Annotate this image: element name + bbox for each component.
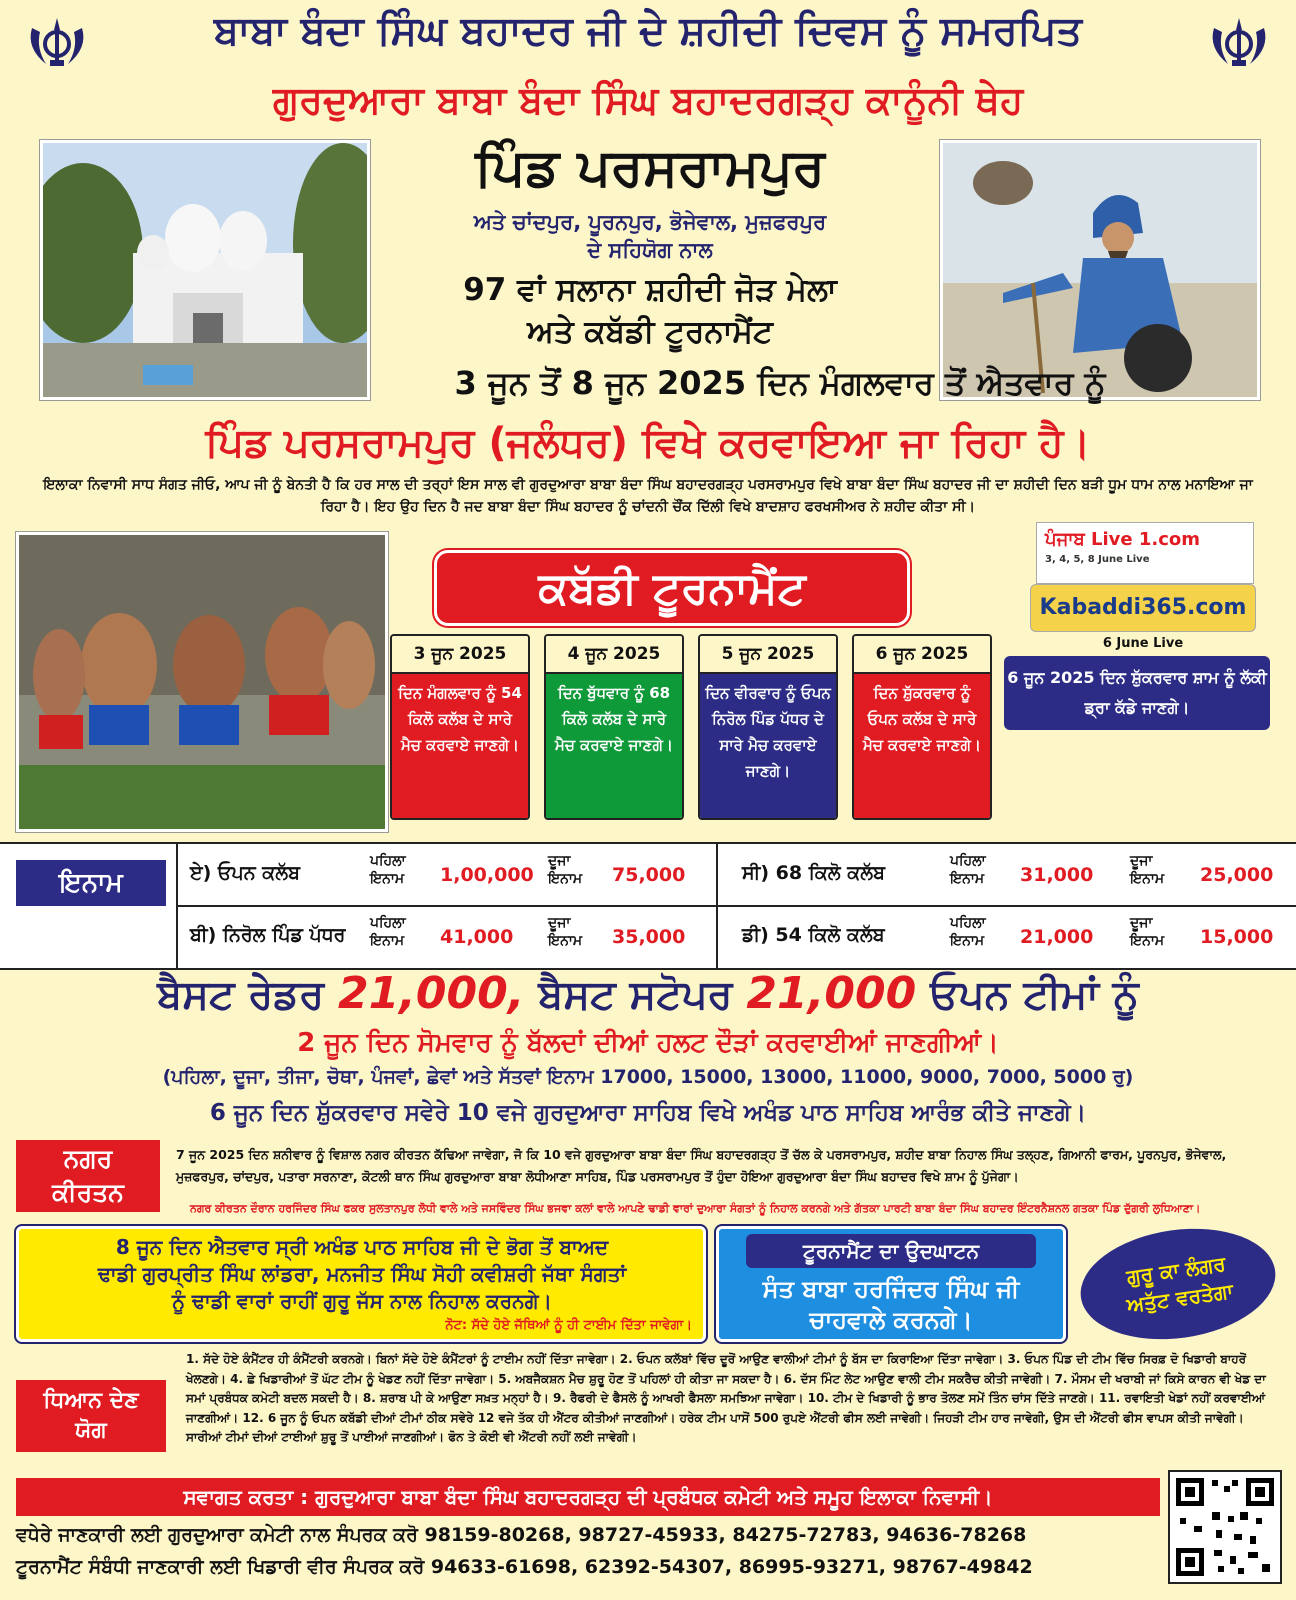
kabaddi365-name: Kabaddi365.com [1039,595,1247,620]
open-teams-label: ਓਪਨ ਟੀਮਾਂ ਨੂੰ [930,972,1139,1018]
prize-a-second: 75,000 [612,864,686,886]
inauguration-title: ਟੂਰਨਾਮੈਂਟ ਦਾ ਉਦਘਾਟਨ [746,1234,1036,1268]
event-dates: 3 ਜੂਨ ਤੋਂ 8 ਜੂਨ 2025 ਦਿਨ ਮੰਗਲਵਾਰ ਤੋਂ ਐਤਵਾਰ ਨੂੰ [454,364,1106,402]
second-prize-label: ਦੂਜਾ ਇਨਾਮ [548,915,583,949]
bhog-line1: 8 ਜੂਨ ਦਿਨ ਐਤਵਾਰ ਸ੍ਰੀ ਅਖੰਡ ਪਾਠ ਸਾਹਿਬ ਜੀ ਦੇ ਭੋਗ ਤੋਂ ਬਾਅਦ [115,1235,609,1259]
nagar-kirtan-route: 7 ਜੂਨ 2025 ਦਿਨ ਸ਼ਨੀਵਾਰ ਨੂੰ ਵਿਸ਼ਾਲ ਨਗਰ ਕੀਰਤਨ ਕੱਢਿਆ ਜਾਵੇਗਾ, ਜੋ ਕਿ 10 ਵਜੇ ਗੁਰਦੁਆਰਾ ਬਾਬਾ ਬੰਦਾ ਸਿੰਘ ਬਹਾਦਰਗੜ੍ਹ ਤੋਂ ਚੱਲ ਕੇ ਪਰਸਰਾਮਪੁਰ, ਸ਼ਹੀਦ ਬਾਬਾ ਨਿਹਾਲ ਸਿੰਘ ਤਲ੍ਹਣ, ਗਿਆਨੀ ਫਾਰਮ, ਪੂਰਨਪੁਰ, ਭੋਜੇਵਾਲ, ਮੁਜ਼ਫਰਪੁਰ, ਚਾਂਦਪੁਰ, ਪਤਾਰਾ ਸਰਨਾਣਾ, ਕੋਟਲੀ ਥਾਨ ਸਿੰਘ ਗੁਰਦੁਆਰਾ ਬਾਬਾ ਲੋਧੀਆਣਾ ਸਾਹਿਬ, ਪਿੰਡ ਪਰਸਰਾਮਪੁਰ ਤੋਂ ਹੁੰਦਾ ਹੋਇਆ ਗੁਰਦੁਆਰਾ ਬੰਦਾ ਸਿੰਘ ਬਹਾਦਰ ਵਿਖੇ ਸ਼ਾਮ ਨੂੰ ਪੁੱਜੇਗਾ। [176,1147,1227,1184]
partner-villages: ਅਤੇ ਚਾਂਦਪੁਰ, ਪੂਰਨਪੁਰ, ਭੋਜੇਵਾਲ, ਮੁਜ਼ਫਰਪੁਰ [473,210,827,234]
nagar-kirtan-label-line1: ਨਗਰ [63,1144,113,1173]
prizes-label: ਇਨਾਮ [16,860,166,906]
tournament-contact: ਟੂਰਨਾਮੈਂਟ ਸੰਬੰਧੀ ਜਾਣਕਾਰੀ ਲਈ ਖਿਡਾਰੀ ਵੀਰ ਸੰਪਰਕ ਕਰੋ 94633-61698, 62392-54307, 86995-93271, 98767-49842 [16,1556,1033,1578]
best-player-prizes [0,968,1296,1019]
notice-rules: 1. ਸੱਦੇ ਹੋਏ ਕੰਮੈਂਟਰ ਹੀ ਕੰਮੈਂਟਰੀ ਕਰਨਗੇ। ਬਿਨਾਂ ਸੱਦੇ ਹੋਏ ਕੰਮੈਂਟਰਾਂ ਨੂੰ ਟਾਈਮ ਨਹੀਂ ਦਿੱਤਾ ਜਾਵੇਗਾ। 2. ਓਪਨ ਕਲੱਬਾਂ ਵਿੱਚ ਦੂਰੋਂ ਆਉਣ ਵਾਲੀਆਂ ਟੀਮਾਂ ਨੂੰ ਬੱਸ ਦਾ ਕਿਰਾਇਆ ਦਿੱਤਾ ਜਾਵੇਗਾ। 3. ਓਪਨ ਪਿੰਡ ਦੀ ਟੀਮ ਵਿੱਚ ਸਿਰਫ਼ ਦੋ ਖਿਡਾਰੀ ਬਾਹਰੋਂ ਖੇਲਣਗੇ। 4. ਛੇ ਖਿਡਾਰੀਆਂ ਤੋਂ ਘੱਟ ਟੀਮ ਨੂੰ ਖੇਡਣ ਨਹੀਂ ਦਿੱਤਾ ਜਾਵੇਗਾ। 5. ਅਬਜੈਕਸ਼ਨ ਮੈਚ ਸ਼ੁਰੂ ਹੋਣ ਤੋਂ ਪਹਿਲਾਂ ਹੀ ਕੀਤਾ ਜਾ ਸਕਦਾ ਹੈ। 6. ਦੱਸ ਮਿੰਟ ਲੇਟ ਆਉਣ ਵਾਲੀ ਟੀਮ ਸਕਰੈਚ ਕੀਤੀ ਜਾਵੇਗੀ। 7. ਮੌਸਮ ਦੀ ਖਰਾਬੀ ਜਾਂ ਕਿਸੇ ਕਾਰਨ ਵੀ ਖੇਡ ਦਾ ਸਮਾਂ ਪ੍ਰਬੰਧਕ ਕਮੇਟੀ ਬਦਲ ਸਕਦੀ ਹੈ। 8. ਸ਼ਰਾਬ ਪੀ ਕੇ ਆਉਣਾ ਸਖ਼ਤ ਮਨ੍ਹਾਂ ਹੈ। 9. ਰੈਫਰੀ ਦੇ ਫੈਸਲੇ ਨੂੰ ਆਖਰੀ ਫੈਸਲਾ ਸਮਝਿਆ ਜਾਵੇਗਾ। 10. ਟੀਮ ਦੇ ਖਿਡਾਰੀ ਨੂੰ ਭਾਰ ਤੋਲਣ ਸਮੇਂ ਤਿੰਨ ਚਾਂਸ ਦਿੱਤੇ ਜਾਣਗੇ। 11. ਰਵਾਇਤੀ ਖੇਡਾਂ ਨਹੀਂ ਕਰਵਾਈਆਂ ਜਾਣਗੀਆਂ। 12. 6 ਜੂਨ ਨੂੰ ਓਪਨ ਕਬੱਡੀ ਦੀਆਂ ਟੀਮਾਂ ਠੀਕ ਸਵੇਰੇ 12 ਵਜੇ ਤੱਕ ਹੀ ਐਂਟਰ ਕੀਤੀਆਂ ਜਾਣਗੀਆਂ। ਹਰੇਕ ਟੀਮ ਪਾਸੋਂ 500 ਰੁਪਏ ਐਂਟਰੀ ਫੀਸ ਲਈ ਜਾਵੇਗੀ। ਜਿਹੜੀ ਟੀਮ ਹਾਰ ਜਾਵੇਗੀ, ਉਸ ਦੀ ਐਂਟਰੀ ਫੀਸ ਵਾਪਸ ਕੀਤੀ ਜਾਵੇਗੀ। ਸਾਰੀਆਂ ਟੀਮਾਂ ਦੀਆਂ ਟਾਈਆਂ ਸ਼ੁਰੂ ਤੋਂ ਪਾਈਆਂ ਜਾਣਗੀਆਂ। ਫੋਨ ਤੇ ਕੋਈ ਵੀ ਐਂਟਰੀ ਨਹੀਂ ਲਈ ਜਾਵੇਗੀ। [186,1352,1266,1444]
day-card-text: ਦਿਨ ਮੰਗਲਵਾਰ ਨੂੰ 54 ਕਿਲੋ ਕਲੱਬ ਦੇ ਸਾਰੇ ਮੈਚ ਕਰਵਾਏ ਜਾਣਗੇ। [392,674,528,820]
day-card-date: 5 ਜੂਨ 2025 [700,636,836,674]
bhog-line3: ਨੂੰ ਢਾਡੀ ਵਾਰਾਂ ਰਾਹੀਂ ਗੁਰੂ ਜੱਸ ਨਾਲ ਨਿਹਾਲ ਕਰਨਗੇ। [171,1289,553,1313]
day-card-june4 [544,634,684,820]
intro-paragraph: ਇਲਾਕਾ ਨਿਵਾਸੀ ਸਾਧ ਸੰਗਤ ਜੀਓ, ਆਪ ਜੀ ਨੂੰ ਬੇਨਤੀ ਹੈ ਕਿ ਹਰ ਸਾਲ ਦੀ ਤਰ੍ਹਾਂ ਇਸ ਸਾਲ ਵੀ ਗੁਰਦੁਆਰਾ ਬਾਬਾ ਬੰਦਾ ਸਿੰਘ ਬਹਾਦਰਗੜ੍ਹ ਪਰਸਰਾਮਪੁਰ ਵਿਖੇ ਬਾਬਾ ਬੰਦਾ ਸਿੰਘ ਬਹਾਦਰ ਜੀ ਦਾ ਸ਼ਹੀਦੀ ਦਿਨ ਬੜੀ ਧੂਮ ਧਾਮ ਨਾਲ ਮਨਾਇਆ ਜਾ ਰਿਹਾ ਹੈ। ਇਹ ਉਹ ਦਿਨ ਹੈ ਜਦ ਬਾਬਾ ਬੰਦਾ ਸਿੰਘ ਬਹਾਦਰ ਨੂੰ ਚਾਂਦਨੀ ਚੌਂਕ ਦਿੱਲੀ ਵਿਖੇ ਬਾਦਸ਼ਾਹ ਫਰਖਸੀਅਰ ਨੇ ਸ਼ਹੀਦ ਕੀਤਾ ਸੀ। [43,477,1253,515]
gurdwara-photo [40,140,370,400]
day-card-june3 [390,634,530,820]
prize-d-first: 21,000 [1020,926,1094,948]
june6-live-label: 6 June Live [1102,636,1184,651]
day-card-text: ਦਿਨ ਬੁੱਧਵਾਰ ਨੂੰ 68 ਕਿਲੋ ਕਲੱਬ ਦੇ ਸਾਰੇ ਮੈਚ ਕਰਵਾਏ ਜਾਣਗੇ। [546,674,682,820]
mela-title-line1: 97 ਵਾਂ ਸਲਾਨਾ ਸ਼ਹੀਦੀ ਜੋੜ ਮੇਲਾ [463,272,837,308]
best-stopper-label: ਬੈਸਟ ਸਟੋਪਰ [538,972,733,1018]
prize-category-a: ਏ) ਓਪਨ ਕਲੱਬ [190,862,300,884]
kabaddi-players-photo [16,532,388,832]
bull-race-prizes: (ਪਹਿਲਾ, ਦੂਜਾ, ਤੀਜਾ, ਚੋਥਾ, ਪੰਜਵਾਂ, ਛੇਵਾਂ ਅਤੇ ਸੱਤਵਾਂ ਇਨਾਮ 17000, 15000, 13000, 11000, 9000, 7000, 5000 ਰੁ) [162,1066,1134,1088]
first-prize-label: ਪਹਿਲਾ ਇਨਾਮ [370,915,406,949]
kabaddi365-logo [1030,584,1256,632]
second-prize-label: ਦੂਜਾ ਇਨਾਮ [1130,853,1165,887]
day-card-june6 [852,634,992,820]
notice-label-line1: ਧਿਆਨ ਦੇਣ [43,1388,139,1413]
kabaddi-tournament-banner: ਕਬੱਡੀ ਟੂਰਨਾਮੈਂਟ [434,550,910,626]
best-raider-label: ਬੈਸਟ ਰੇਡਰ [157,972,325,1018]
first-prize-label: ਪਹਿਲਾ ਇਨਾਮ [950,915,986,949]
dedication-heading: ਬਾਬਾ ਬੰਦਾ ਸਿੰਘ ਬਹਾਦਰ ਜੀ ਦੇ ਸ਼ਹੀਦੀ ਦਿਵਸ ਨੂੰ ਸਮਰਪਿਤ [213,8,1082,54]
langar-line1: ਗੁਰੂ ਕਾ ਲੰਗਰ [1125,1251,1227,1289]
day-card-date: 6 ਜੂਨ 2025 [854,636,990,674]
langar-line2: ਅਤੁੱਟ ਵਰਤੇਗਾ [1125,1278,1235,1318]
prize-category-c: ਸੀ) 68 ਕਿਲੋ ਕਲੱਬ [742,862,885,884]
event-venue: ਪਿੰਡ ਪਰਸਰਾਮਪੁਰ (ਜਲੰਧਰ) ਵਿਖੇ ਕਰਵਾਇਆ ਜਾ ਰਿਹਾ ਹੈ। [205,420,1091,466]
prize-b-first: 41,000 [440,926,514,948]
inauguration-line2: ਚਾਹਵਾਲੇ ਕਰਨਗੇ। [809,1306,973,1334]
best-stopper-amount: 21,000 [746,968,917,1019]
welcome-banner: ਸਵਾਗਤ ਕਰਤਾ : ਗੁਰਦੁਆਰਾ ਬਾਬਾ ਬੰਦਾ ਸਿੰਘ ਬਹਾਦਰਗੜ੍ਹ ਦੀ ਪ੍ਰਬੰਧਕ ਕਮੇਟੀ ਅਤੇ ਸਮੂਹ ਇਲਾਕਾ ਨਿਵਾਸੀ। [16,1478,1160,1516]
gurdwara-heading: ਗੁਰਦੁਆਰਾ ਬਾਬਾ ਬੰਦਾ ਸਿੰਘ ਬਹਾਦਰਗੜ੍ਹ ਕਾਨੂੰਨੀ ਥੇਹ [272,78,1024,122]
bull-race-title: 2 ਜੂਨ ਦਿਨ ਸੋਮਵਾਰ ਨੂੰ ਬੱਲਦਾਂ ਦੀਆਂ ਹਲਟ ਦੌੜਾਂ ਕਰਵਾਈਆਂ ਜਾਣਗੀਆਂ। [297,1028,999,1058]
day-card-date: 4 ਜੂਨ 2025 [546,636,682,674]
nagar-kirtan-label [16,1140,160,1212]
prize-b-second: 35,000 [612,926,686,948]
bhog-text [22,1234,702,1315]
nagar-kirtan-label-line2: ਕੀਰਤਨ [52,1178,124,1207]
notice-label-line2: ਯੋਗ [75,1418,107,1443]
baba-banda-singh-painting [940,140,1260,400]
cooperation-text: ਦੇ ਸਹਿਯੋਗ ਨਾਲ [587,238,713,262]
lucky-draw-box: 6 ਜੂਨ 2025 ਦਿਨ ਸ਼ੁੱਕਰਵਾਰ ਸ਼ਾਮ ਨੂੰ ਲੱਕੀ ਡ੍ਰਾ ਕੱਡੇ ਜਾਣਗੇ। [1004,656,1270,730]
prize-c-second: 25,000 [1200,864,1274,886]
akhand-path-announcement: 6 ਜੂਨ ਦਿਨ ਸ਼ੁੱਕਰਵਾਰ ਸਵੇਰੇ 10 ਵਜੇ ਗੁਰਦੁਆਰਾ ਸਾਹਿਬ ਵਿਖੇ ਅਖੰਡ ਪਾਠ ਸਾਹਿਬ ਆਰੰਭ ਕੀਤੇ ਜਾਣਗੇ। [209,1100,1087,1126]
committee-contact: ਵਧੇਰੇ ਜਾਣਕਾਰੀ ਲਈ ਗੁਰਦੁਆਰਾ ਕਮੇਟੀ ਨਾਲ ਸੰਪਰਕ ਕਰੋ 98159-80268, 98727-45933, 84275-72783, 94636-78268 [16,1524,1027,1546]
mela-title-line2: ਅਤੇ ਕਬੱਡੀ ਟੂਰਨਾਮੈਂਟ [527,314,773,350]
bhog-line2: ਢਾਡੀ ਗੁਰਪ੍ਰੀਤ ਸਿੰਘ ਲਾਂਡਰਾ, ਮਨਜੀਤ ਸਿੰਘ ਸੋਹੀ ਕਵੀਸ਼ਰੀ ਜੱਥਾ ਸੰਗਤਾਂ [97,1262,627,1286]
bhog-note: ਨੋਟ: ਸੱਦੇ ਹੋਏ ਜੱਥਿਆਂ ਨੂੰ ਹੀ ਟਾਈਮ ਦਿੱਤਾ ਜਾਵੇਗਾ। [445,1318,692,1333]
village-title: ਪਿੰਡ ਪਰਸਰਾਮਪੁਰ [475,138,825,198]
day-card-june5 [698,634,838,820]
nagar-kirtan-note: ਨਗਰ ਕੀਰਤਨ ਦੌਰਾਨ ਹਰਜਿੰਦਰ ਸਿੰਘ ਫਕਰ ਸੁਲਤਾਨਪੁਰ ਲੋਧੀ ਵਾਲੇ ਅਤੇ ਜਸਵਿੰਦਰ ਸਿੰਘ ਭਜਵਾ ਕਲਾਂ ਵਾਲੇ ਆਪਣੇ ਢਾਡੀ ਵਾਰਾਂ ਦੁਆਰਾ ਸੰਗਤਾਂ ਨੂੰ ਨਿਹਾਲ ਕਰਨਗੇ ਅਤੇ ਗੱਤਕਾ ਪਾਰਟੀ ਬਾਬਾ ਬੰਦਾ ਸਿੰਘ ਬਹਾਦਰ ਇੰਟਰਨੈਸ਼ਨਲ ਗਤਕਾ ਪਿੰਡ ਦੁੱਗਰੀ ਲੁਧਿਆਣਾ। [190,1202,1201,1215]
prize-category-d: ਡੀ) 54 ਕਿਲੋ ਕਲੱਬ [742,924,885,946]
punjab-live-logo [1036,522,1254,584]
prize-d-second: 15,000 [1200,926,1274,948]
best-raider-amount: 21,000, [337,968,525,1019]
first-prize-label: ਪਹਿਲਾ ਇਨਾਮ [370,853,406,887]
first-prize-label: ਪਹਿਲਾ ਇਨਾਮ [950,853,986,887]
prize-category-b: ਬੀ) ਨਿਰੋਲ ਪਿੰਡ ਪੱਧਰ [190,924,346,946]
punjab-live-name: ਪੰਜਾਬ Live 1.com [1045,529,1201,550]
inauguration-line1: ਸੰਤ ਬਾਬਾ ਹਰਜਿੰਦਰ ਸਿੰਘ ਜੀ [762,1275,1020,1303]
prize-a-first: 1,00,000 [440,864,534,886]
inauguration-text [716,1274,1066,1336]
langar-badge [1073,1217,1282,1351]
punjab-live-dates: 3, 4, 5, 8 June Live [1045,554,1150,565]
notice-label [16,1380,166,1452]
day-card-date: 3 ਜੂਨ 2025 [392,636,528,674]
second-prize-label: ਦੂਜਾ ਇਨਾਮ [1130,915,1165,949]
day-card-text: ਦਿਨ ਸ਼ੁੱਕਰਵਾਰ ਨੂੰ ਓਪਨ ਕਲੱਬ ਦੇ ਸਾਰੇ ਮੈਚ ਕਰਵਾਏ ਜਾਣਗੇ। [854,674,990,820]
second-prize-label: ਦੂਜਾ ਇਨਾਮ [548,853,583,887]
qr-code [1168,1470,1282,1584]
day-card-text: ਦਿਨ ਵੀਰਵਾਰ ਨੂੰ ਓਪਨ ਨਿਰੋਲ ਪਿੰਡ ਪੱਧਰ ਦੇ ਸਾਰੇ ਮੈਚ ਕਰਵਾਏ ਜਾਣਗੇ। [700,674,836,820]
prize-c-first: 31,000 [1020,864,1094,886]
